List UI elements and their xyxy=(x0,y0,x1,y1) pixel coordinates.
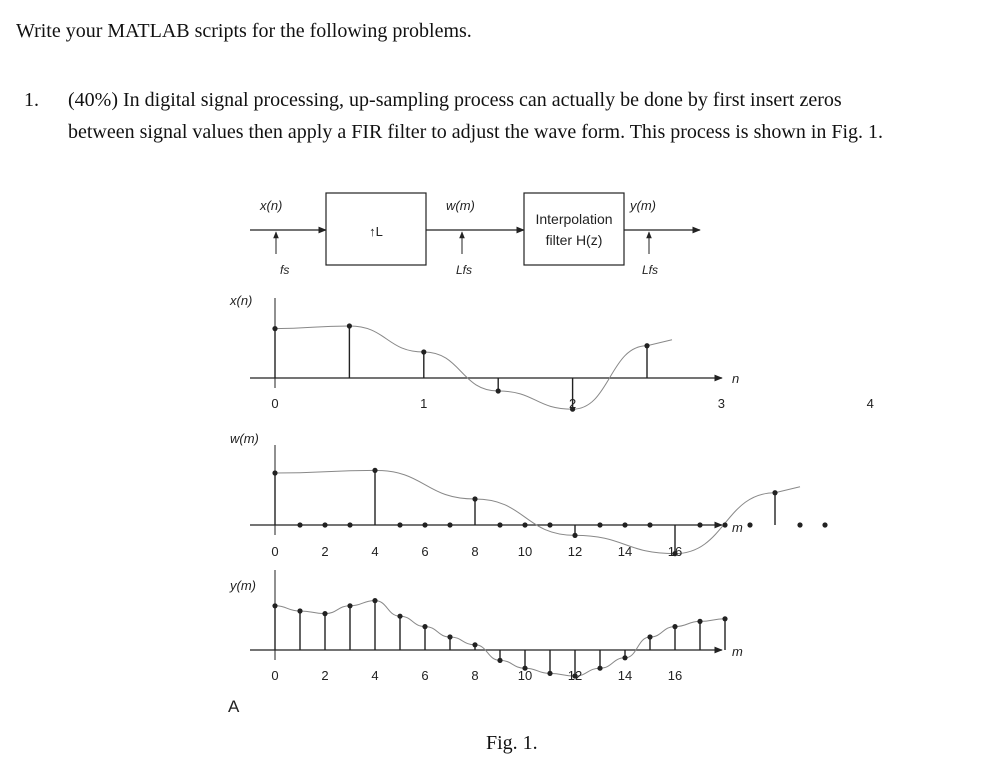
stem-point xyxy=(272,470,277,475)
stem-point xyxy=(272,326,277,331)
stem-point xyxy=(772,490,777,495)
tick-label: 4 xyxy=(866,396,874,411)
filter-label-line-2: filter H(z) xyxy=(545,232,603,248)
stem-point xyxy=(397,614,402,619)
stem-point xyxy=(522,522,527,527)
stem-point xyxy=(722,522,727,527)
stem-point xyxy=(697,619,702,624)
plot-axis-var: m xyxy=(732,644,743,659)
stem-point xyxy=(472,642,477,647)
stem-point xyxy=(322,522,327,527)
stem-point xyxy=(572,533,577,538)
stem-point xyxy=(747,522,752,527)
output-label: y(m) xyxy=(630,198,656,213)
signal-plots xyxy=(229,293,982,683)
plot-ylabel: y(m) xyxy=(230,578,256,593)
panel-label: A xyxy=(228,697,240,716)
stem-point xyxy=(447,634,452,639)
stem-point xyxy=(497,522,502,527)
tick-label: 14 xyxy=(617,544,633,559)
tick-label: 6 xyxy=(421,668,429,683)
stem-point xyxy=(272,603,277,608)
tick-label: 2 xyxy=(321,544,329,559)
signal-curve xyxy=(275,601,725,676)
stem-point xyxy=(372,598,377,603)
tick-label: 10 xyxy=(517,668,533,683)
problem-number: 1. xyxy=(24,89,39,111)
stem-point xyxy=(547,671,552,676)
tick-label: 2 xyxy=(568,396,577,411)
input-label: x(n) xyxy=(260,198,283,213)
stem-point xyxy=(447,522,452,527)
tick-label: 14 xyxy=(617,668,633,683)
tick-label: 16 xyxy=(667,668,683,683)
stem-point xyxy=(422,522,427,527)
figure-caption: Fig. 1. xyxy=(486,732,538,754)
stem-point xyxy=(822,522,827,527)
tick-label: 4 xyxy=(371,544,379,559)
stem-point xyxy=(622,522,627,527)
stem-point xyxy=(422,624,427,629)
upsampler-label: ↑L xyxy=(369,224,383,239)
stem-point xyxy=(372,468,377,473)
input-rate-label: fs xyxy=(280,263,290,277)
stem-point xyxy=(647,522,652,527)
intro-text: Write your MATLAB scripts for the following problems. xyxy=(16,20,472,42)
mid-label: w(m) xyxy=(446,198,475,213)
stem-point xyxy=(622,655,627,660)
plot-3 xyxy=(229,570,743,683)
tick-label: 3 xyxy=(717,396,726,411)
stem-point xyxy=(297,522,302,527)
block-diagram xyxy=(250,193,700,277)
plot-axis-var: m xyxy=(732,520,743,535)
output-rate-label: Lfs xyxy=(642,263,659,277)
tick-label: 12 xyxy=(567,668,583,683)
tick-label: 10 xyxy=(517,544,533,559)
stem-point xyxy=(347,522,352,527)
stem-point xyxy=(597,666,602,671)
tick-label: 4 xyxy=(371,668,379,683)
stem-point xyxy=(397,522,402,527)
problem-text-line-1: (40%) In digital signal processing, up-sampling process can actually be done by first insert zeros xyxy=(68,89,842,111)
stem-point xyxy=(697,522,702,527)
stem-point xyxy=(472,496,477,501)
stem-point xyxy=(322,611,327,616)
tick-label: 0 xyxy=(271,668,279,683)
tick-label: 2 xyxy=(321,668,329,683)
plot-ylabel: w(m) xyxy=(230,431,259,446)
stem-point xyxy=(347,603,352,608)
signal-curve xyxy=(275,470,800,553)
mid-rate-label: Lfs xyxy=(456,263,473,277)
tick-label: 0 xyxy=(271,544,279,559)
stem-point xyxy=(547,522,552,527)
stem-point xyxy=(797,522,802,527)
plot-2 xyxy=(230,431,828,559)
tick-label: 6 xyxy=(421,544,429,559)
stem-point xyxy=(497,658,502,663)
stem-point xyxy=(647,634,652,639)
tick-label: 1 xyxy=(420,396,428,411)
stem-point xyxy=(722,616,727,621)
problem-text-line-2: between signal values then apply a FIR filter to adjust the wave form. This process is shown in Fig. 1. xyxy=(68,121,884,143)
stem-point xyxy=(421,349,426,354)
stem-point xyxy=(644,343,649,348)
stem-point xyxy=(297,608,302,613)
filter-label-line-1: Interpolation xyxy=(535,211,613,227)
filter-box xyxy=(524,193,624,265)
plot-axis-var: n xyxy=(732,371,740,386)
stem-point xyxy=(672,624,677,629)
tick-label: 0 xyxy=(271,396,279,411)
stem-point xyxy=(347,323,352,328)
plot-1 xyxy=(229,293,982,412)
tick-label: 16 xyxy=(667,544,683,559)
stem-point xyxy=(597,522,602,527)
tick-label: 8 xyxy=(471,668,479,683)
tick-label: 8 xyxy=(471,544,479,559)
signal-curve xyxy=(275,326,672,409)
plot-ylabel: x(n) xyxy=(230,293,253,308)
stem-point xyxy=(496,388,501,393)
tick-label: 12 xyxy=(567,544,583,559)
